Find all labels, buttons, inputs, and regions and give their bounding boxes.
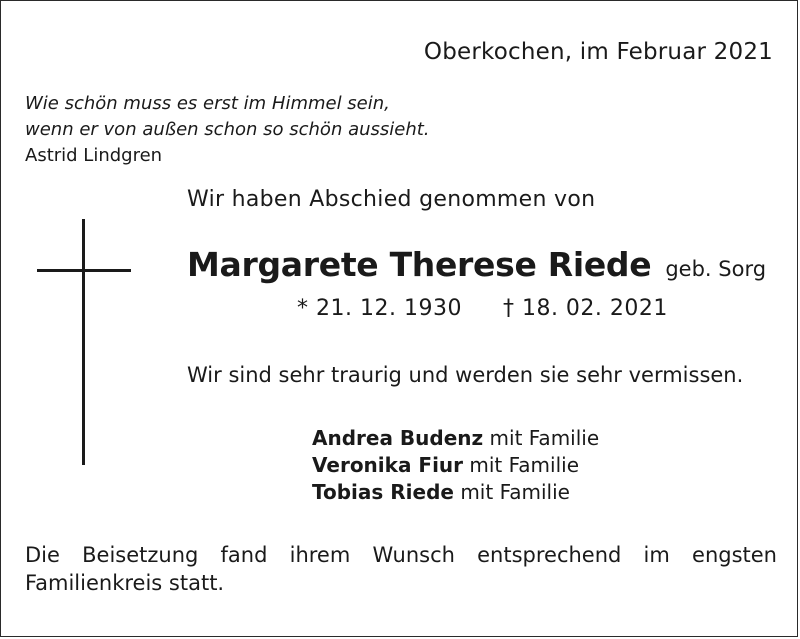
quote-block	[25, 91, 430, 169]
birth-date: 21. 12. 1930	[316, 296, 462, 321]
mourner-suffix: mit Familie	[483, 426, 600, 450]
death-symbol: †	[502, 296, 515, 321]
quote-line-2: wenn er von außen schon so schön aussieht.	[25, 119, 430, 140]
farewell-intro: Wir haben Abschied genommen von	[187, 187, 596, 212]
deceased-name: Margarete Therese Riede	[187, 245, 652, 284]
cross-vertical-beam	[82, 219, 85, 465]
deceased-name-row	[187, 245, 766, 284]
cross-icon	[37, 219, 131, 465]
place-date: Oberkochen, im Februar 2021	[423, 39, 773, 65]
death-date: 18. 02. 2021	[521, 296, 668, 321]
mourner-name: Tobias Riede	[312, 480, 454, 504]
mourner-suffix: mit Familie	[463, 453, 580, 477]
maiden-name: geb. Sorg	[665, 257, 767, 281]
mourner-entry	[312, 479, 599, 506]
birth-symbol: *	[297, 296, 309, 321]
mourner-name: Veronika Fiur	[312, 453, 464, 477]
funeral-notice: Die Beisetzung fand ihrem Wunsch entsprechend im engsten Familienkreis statt.	[25, 543, 777, 595]
mourner-entry	[312, 425, 599, 452]
mourners-list	[312, 425, 599, 506]
sorrow-text: Wir sind sehr traurig und werden sie sehr vermissen.	[187, 363, 744, 387]
mourner-entry	[312, 452, 599, 479]
quote-author: Astrid Lindgren	[25, 145, 163, 166]
mourner-name: Andrea Budenz	[312, 426, 484, 450]
cross-horizontal-beam	[37, 269, 131, 272]
quote-line-1: Wie schön muss es erst im Himmel sein,	[25, 93, 390, 114]
mourner-suffix: mit Familie	[453, 480, 570, 504]
life-dates	[297, 296, 668, 321]
